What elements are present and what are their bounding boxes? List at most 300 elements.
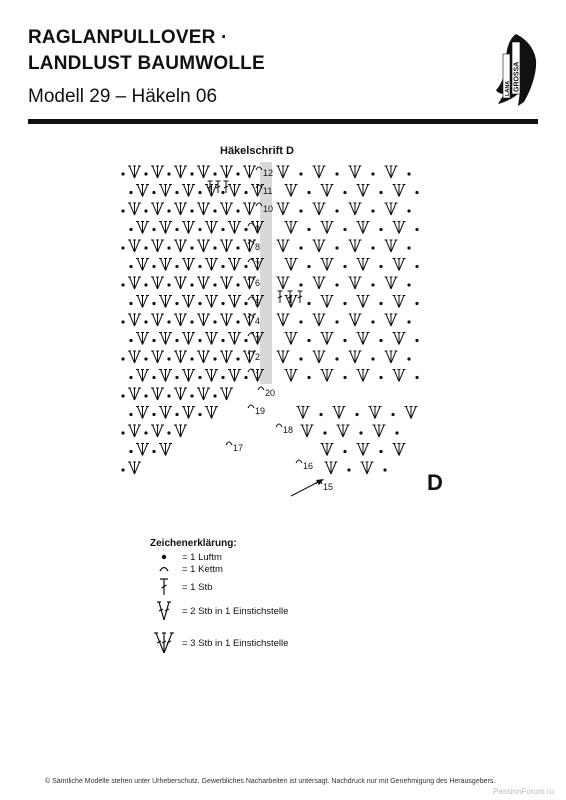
three-dc-same-stitch-icon <box>197 277 210 289</box>
chain-dot-icon <box>213 209 216 212</box>
chain-dot-icon <box>121 283 124 286</box>
three-dc-same-stitch-icon <box>393 259 406 271</box>
three-dc-same-stitch-icon <box>313 277 326 289</box>
three-dc-same-stitch-icon <box>393 185 406 197</box>
three-dc-same-stitch-icon <box>205 296 218 308</box>
chain-dot-icon <box>299 246 302 249</box>
chain-dot-icon <box>415 265 418 268</box>
chain-dot-icon <box>213 246 216 249</box>
three-dc-same-stitch-icon <box>369 407 382 419</box>
chain-dot-icon <box>175 265 178 268</box>
three-dc-same-stitch-icon <box>313 166 326 178</box>
three-dc-same-stitch-icon <box>197 314 210 326</box>
three-dc-same-stitch-icon <box>285 370 298 382</box>
chain-dot-icon <box>307 302 310 305</box>
slip-stitch-icon <box>276 424 282 427</box>
chain-dot-icon <box>343 191 346 194</box>
three-dc-same-stitch-icon <box>136 259 149 271</box>
chain-dot-icon <box>407 320 410 323</box>
chain-dot-icon <box>236 172 239 175</box>
chain-dot-icon <box>244 302 247 305</box>
header-rule <box>28 119 538 124</box>
chain-dot-icon <box>307 339 310 342</box>
chain-dot-icon <box>190 172 193 175</box>
chain-dot-icon <box>190 209 193 212</box>
three-dc-same-stitch-icon <box>205 370 218 382</box>
chain-dot-icon <box>379 302 382 305</box>
chain-dot-icon <box>190 394 193 397</box>
chain-dot-icon <box>144 357 147 360</box>
three-dc-same-stitch-icon <box>277 166 290 178</box>
three-dc-same-stitch-icon <box>285 296 298 308</box>
three-dc-same-stitch-icon <box>136 444 149 456</box>
three-dc-same-stitch-icon <box>385 240 398 252</box>
row-number: 10 <box>263 204 274 214</box>
row-number: 2 <box>255 352 261 362</box>
chain-dot-icon <box>129 450 132 453</box>
chain-dot-icon <box>190 357 193 360</box>
chain-dot-icon <box>121 394 124 397</box>
three-dc-same-stitch-icon <box>220 351 233 363</box>
chain-dot-icon <box>121 468 124 471</box>
three-dc-same-stitch-icon <box>393 333 406 345</box>
three-dc-same-stitch-icon <box>151 203 164 215</box>
row-number: 6 <box>255 278 261 288</box>
chain-dot-icon <box>144 246 147 249</box>
chain-dot-icon <box>152 191 155 194</box>
chain-dot-icon <box>144 394 147 397</box>
chain-dot-icon <box>299 320 302 323</box>
chain-dot-icon <box>379 265 382 268</box>
three-dc-same-stitch-icon <box>151 425 164 437</box>
chain-dot-icon <box>379 191 382 194</box>
row-number: 18 <box>283 425 294 435</box>
chain-dot-icon <box>335 320 338 323</box>
chain-dot-icon <box>236 246 239 249</box>
chain-dot-icon <box>213 172 216 175</box>
three-dc-same-stitch-icon <box>393 296 406 308</box>
three-dc-same-stitch-icon <box>128 388 141 400</box>
chain-dot-icon <box>371 283 374 286</box>
legend-item-label: = 2 Stb in 1 Einstichstelle <box>182 605 289 617</box>
three-dc-same-stitch-icon <box>159 407 172 419</box>
three-dc-same-stitch-icon <box>357 222 370 234</box>
row-number: 11 <box>263 186 273 196</box>
three-dc-same-stitch-icon <box>361 462 374 474</box>
row-number: 9 <box>255 224 261 234</box>
three-dc-same-stitch-icon <box>285 222 298 234</box>
three-dc-same-stitch-icon <box>174 388 187 400</box>
three-dc-same-stitch-icon <box>220 240 233 252</box>
legend-item-label: = 1 Stb <box>182 581 213 593</box>
slip-stitch-icon <box>226 442 232 445</box>
three-dc-same-stitch-icon <box>297 407 310 419</box>
three-dc-same-stitch-icon <box>285 185 298 197</box>
three-dc-same-stitch-icon <box>151 314 164 326</box>
three-dc-same-stitch-icon <box>182 370 195 382</box>
svg-text:GROSSA: GROSSA <box>513 61 521 92</box>
three-dc-same-stitch-icon <box>128 240 141 252</box>
three-dc-same-stitch-icon <box>151 277 164 289</box>
chain-dot-icon <box>198 376 201 379</box>
page-subtitle: Modell 29 – Häkeln 06 <box>28 86 218 107</box>
chain-dot-icon <box>144 283 147 286</box>
three-dc-same-stitch-icon <box>393 222 406 234</box>
chain-dot-icon <box>335 246 338 249</box>
three-dc-same-stitch-icon <box>228 333 241 345</box>
three-dc-same-stitch-icon <box>174 166 187 178</box>
legend-title: Zeichenerklärung: <box>150 538 237 549</box>
legend-item-two-dc <box>150 604 288 618</box>
three-dc-same-stitch-icon <box>159 296 172 308</box>
three-dc-same-stitch-icon <box>373 425 386 437</box>
legend-item-double-crochet <box>150 580 212 594</box>
three-dc-same-stitch-icon <box>357 444 370 456</box>
three-dc-same-stitch-icon <box>197 351 210 363</box>
three-dc-same-stitch-icon <box>228 259 241 271</box>
row-number: 8 <box>255 242 261 252</box>
three-dc-same-stitch-icon <box>349 314 362 326</box>
three-dc-same-stitch-icon <box>128 351 141 363</box>
three-dc-same-stitch-icon <box>220 388 233 400</box>
chain-dot-icon <box>395 431 398 434</box>
chain-dot-icon <box>379 376 382 379</box>
chain-dot-icon <box>175 413 178 416</box>
three-dc-same-stitch-icon <box>136 407 149 419</box>
chain-dot-icon <box>371 246 374 249</box>
chain-dot-icon <box>198 265 201 268</box>
three-dc-same-stitch-icon <box>277 314 290 326</box>
chain-dot-icon <box>407 246 410 249</box>
chain-dot-icon <box>307 191 310 194</box>
chain-dot-icon <box>335 209 338 212</box>
chain-dot-icon <box>190 320 193 323</box>
chain-dot-icon <box>198 228 201 231</box>
three-dc-same-stitch-icon <box>349 203 362 215</box>
chain-dot-icon <box>307 265 310 268</box>
row-number: 3 <box>255 334 261 344</box>
three-dc-same-stitch-icon <box>277 203 290 215</box>
three-dc-same-stitch-icon <box>128 462 141 474</box>
three-dc-same-stitch-icon <box>393 370 406 382</box>
three-dc-same-stitch-icon <box>393 444 406 456</box>
chain-dot-icon <box>221 191 224 194</box>
three-dc-same-stitch-icon <box>228 296 241 308</box>
chain-dot-icon <box>198 339 201 342</box>
page-title-line1: RAGLANPULLOVER · <box>28 27 228 48</box>
three-dc-same-stitch-icon <box>174 203 187 215</box>
chart-title: Häkelschrift D <box>220 145 294 157</box>
three-dc-same-stitch-icon <box>136 185 149 197</box>
row-number: 19 <box>255 406 266 416</box>
three-dc-same-stitch-icon <box>277 240 290 252</box>
three-dc-same-stitch-icon <box>385 351 398 363</box>
chain-dot-icon <box>335 357 338 360</box>
chain-dot-icon <box>307 228 310 231</box>
three-dc-same-stitch-icon <box>182 259 195 271</box>
three-dc-same-stitch-icon <box>277 351 290 363</box>
chain-dot-icon <box>213 283 216 286</box>
chain-dot-icon <box>359 431 362 434</box>
row-number: 1 <box>255 370 261 380</box>
three-dc-same-stitch-icon <box>333 407 346 419</box>
three-dc-same-stitch-icon <box>349 277 362 289</box>
three-dc-same-stitch-icon <box>197 240 210 252</box>
chain-dot-icon <box>167 172 170 175</box>
three-dc-same-stitch-icon <box>357 370 370 382</box>
chain-dot-icon <box>415 302 418 305</box>
three-dc-same-stitch-icon <box>228 185 241 197</box>
three-dc-same-stitch-icon <box>205 259 218 271</box>
chain-dot-icon <box>175 339 178 342</box>
chain-dot-icon <box>144 320 147 323</box>
three-dc-same-stitch-icon <box>357 296 370 308</box>
three-dc-same-stitch-icon <box>385 314 398 326</box>
chain-dot-icon <box>371 172 374 175</box>
three-dc-same-stitch-icon <box>174 425 187 437</box>
three-dc-same-stitch-icon <box>228 370 241 382</box>
three-dc-same-stitch-icon <box>205 407 218 419</box>
three-dc-same-stitch-icon <box>151 166 164 178</box>
chain-dot-icon <box>175 302 178 305</box>
three-dc-same-stitch-icon <box>220 314 233 326</box>
three-dc-same-stitch-icon <box>228 222 241 234</box>
three-dc-same-stitch-icon <box>357 259 370 271</box>
chain-dot-icon <box>175 228 178 231</box>
row-number: 7 <box>255 260 261 270</box>
slip-stitch-icon <box>258 387 264 390</box>
page-title-line2: LANDLUST BAUMWOLLE <box>28 53 265 74</box>
chain-dot-icon <box>129 302 132 305</box>
chain-dot-icon <box>299 172 302 175</box>
three-dc-same-stitch-icon <box>197 203 210 215</box>
chain-dot-icon <box>415 339 418 342</box>
chain-dot-icon <box>244 265 247 268</box>
chain-dot-icon <box>371 209 374 212</box>
three-dc-same-stitch-icon <box>220 203 233 215</box>
three-dc-same-stitch-icon <box>174 314 187 326</box>
two-dc-same-stitch-icon <box>155 600 173 622</box>
chain-dot-icon <box>221 265 224 268</box>
chain-dot-icon <box>371 320 374 323</box>
three-dc-same-stitch-icon <box>136 222 149 234</box>
chain-dot-icon <box>236 209 239 212</box>
three-dc-same-stitch-icon <box>182 222 195 234</box>
chain-dot-icon <box>121 320 124 323</box>
three-dc-same-stitch-icon <box>220 166 233 178</box>
chain-dot-icon <box>190 283 193 286</box>
three-dc-same-stitch-icon <box>385 277 398 289</box>
chain-dot-icon <box>335 283 338 286</box>
chain-dot-icon <box>371 357 374 360</box>
three-dc-same-stitch-icon <box>349 240 362 252</box>
three-dc-same-stitch-icon <box>405 407 418 419</box>
three-dc-same-stitch-icon <box>243 166 256 178</box>
three-dc-same-stitch-icon <box>349 351 362 363</box>
three-dc-same-stitch-icon <box>321 296 334 308</box>
three-dc-same-stitch-icon <box>128 166 141 178</box>
chain-dot-icon <box>190 246 193 249</box>
three-dc-same-stitch-icon <box>159 222 172 234</box>
chain-dot-icon <box>144 209 147 212</box>
three-dc-same-stitch-icon <box>159 259 172 271</box>
chain-dot-icon <box>167 246 170 249</box>
chain-dot-icon <box>121 246 124 249</box>
chain-dot-icon <box>221 376 224 379</box>
three-dc-same-stitch-icon <box>151 351 164 363</box>
row-number: 20 <box>265 388 276 398</box>
three-dc-same-stitch-icon <box>182 296 195 308</box>
slip-stitch-icon <box>158 563 170 575</box>
three-dc-same-stitch-icon <box>197 166 210 178</box>
chain-dot-icon <box>343 302 346 305</box>
three-dc-same-stitch-icon <box>136 333 149 345</box>
chain-dot-icon <box>213 357 216 360</box>
chain-dot-icon <box>152 450 155 453</box>
chain-dot-icon <box>121 172 124 175</box>
chain-dot-icon <box>152 228 155 231</box>
legend-item-label: = 1 Luftm <box>182 551 222 563</box>
three-dc-same-stitch-icon <box>385 203 398 215</box>
three-dc-same-stitch-icon <box>357 185 370 197</box>
three-dc-same-stitch-icon <box>197 388 210 400</box>
three-dc-same-stitch-icon <box>243 203 256 215</box>
chain-dot-icon <box>221 339 224 342</box>
three-dc-same-stitch-icon <box>321 444 334 456</box>
chain-dot-icon <box>167 394 170 397</box>
row-number: 15 <box>323 482 334 492</box>
three-dc-same-stitch-icon <box>136 296 149 308</box>
chain-dot-icon <box>244 228 247 231</box>
double-crochet-icon <box>157 577 171 597</box>
three-dc-same-stitch-icon <box>182 185 195 197</box>
three-dc-same-stitch-icon <box>313 314 326 326</box>
chain-dot-icon <box>221 228 224 231</box>
chain-dot-icon <box>198 191 201 194</box>
chain-dot-icon <box>129 339 132 342</box>
chain-dot-icon <box>175 376 178 379</box>
chain-dot-icon <box>244 191 247 194</box>
chain-dot-icon <box>379 450 382 453</box>
three-dc-same-stitch-icon <box>174 240 187 252</box>
chain-dot-icon <box>152 413 155 416</box>
legend-item-label: = 3 Stb in 1 Einstichstelle <box>182 637 289 649</box>
chart-marker-letter: D <box>427 470 443 495</box>
chain-dot-icon <box>121 357 124 360</box>
three-dc-same-stitch-icon <box>321 333 334 345</box>
three-dc-same-stitch-icon <box>321 259 334 271</box>
three-dc-same-stitch-icon <box>128 425 141 437</box>
chain-dot-icon <box>121 431 124 434</box>
row-number: 5 <box>255 298 261 308</box>
chain-dot-icon <box>167 431 170 434</box>
chain-dot-icon <box>152 265 155 268</box>
chain-dot-icon <box>175 191 178 194</box>
three-dc-same-stitch-icon <box>159 333 172 345</box>
chain-dot-icon <box>198 302 201 305</box>
three-dc-same-stitch-icon <box>325 462 338 474</box>
chain-dot-icon <box>144 431 147 434</box>
chain-dot-icon <box>343 228 346 231</box>
three-dc-same-stitch-icon <box>321 370 334 382</box>
three-dc-same-stitch-icon <box>128 203 141 215</box>
chain-dot-icon <box>213 394 216 397</box>
chain-dot-icon <box>236 357 239 360</box>
brand-logo <box>494 32 538 108</box>
chain-dot-icon <box>379 228 382 231</box>
chain-dot-icon <box>236 283 239 286</box>
chain-dot-icon <box>129 376 132 379</box>
chain-dot-icon <box>343 376 346 379</box>
three-dc-same-stitch-icon <box>151 388 164 400</box>
chain-dot-icon <box>236 320 239 323</box>
double-crochet-icon <box>216 181 221 193</box>
chain-dot-icon <box>407 209 410 212</box>
three-dc-same-stitch-icon <box>151 240 164 252</box>
three-dc-same-stitch-icon <box>159 444 172 456</box>
three-dc-same-stitch-icon <box>321 185 334 197</box>
chain-dot-icon <box>167 320 170 323</box>
chain-dot-icon <box>152 302 155 305</box>
three-dc-same-stitch-icon <box>349 166 362 178</box>
three-dc-same-stitch-icon <box>285 259 298 271</box>
three-dc-same-stitch-icon <box>128 314 141 326</box>
three-dc-same-stitch-icon <box>285 333 298 345</box>
chain-dot-icon <box>415 228 418 231</box>
chain-dot-icon <box>323 431 326 434</box>
chain-dot-icon <box>198 413 201 416</box>
chain-dot-icon <box>383 468 386 471</box>
chain-dot-icon <box>355 413 358 416</box>
three-dc-same-stitch-icon <box>277 277 290 289</box>
three-dc-same-stitch-icon <box>205 333 218 345</box>
three-dc-same-stitch-icon <box>301 425 314 437</box>
three-dc-same-stitch-icon <box>321 222 334 234</box>
three-dc-same-stitch-icon <box>182 333 195 345</box>
three-dc-same-stitch-icon <box>313 351 326 363</box>
chain-dot-icon <box>299 357 302 360</box>
chain-dot-icon <box>343 265 346 268</box>
chain-dot-icon <box>167 283 170 286</box>
chain-dot-icon <box>335 172 338 175</box>
chain-dot-icon <box>391 413 394 416</box>
chain-dot-icon <box>407 283 410 286</box>
three-dc-same-stitch-icon <box>128 277 141 289</box>
slip-stitch-icon <box>248 405 254 408</box>
chain-dot-icon <box>343 339 346 342</box>
chain-dot-icon <box>347 468 350 471</box>
double-crochet-icon <box>298 291 303 303</box>
row-number: 17 <box>233 443 244 453</box>
three-dc-same-stitch-icon <box>313 203 326 215</box>
three-dc-same-stitch-icon <box>385 166 398 178</box>
legend-item-slip-stitch <box>150 562 223 576</box>
chain-dot-icon <box>144 172 147 175</box>
chain-dot-icon <box>152 376 155 379</box>
chain-dot-icon <box>129 413 132 416</box>
row-start-arrow <box>291 480 322 496</box>
chain-dot-icon <box>319 413 322 416</box>
crochet-chart <box>115 160 455 505</box>
three-dc-same-stitch-icon <box>153 631 175 655</box>
chain-dot-icon <box>244 339 247 342</box>
chain-dot-icon <box>129 265 132 268</box>
chain-dot-icon <box>299 209 302 212</box>
chain-dot-icon <box>415 191 418 194</box>
chain-dot-icon <box>152 339 155 342</box>
three-dc-same-stitch-icon <box>174 351 187 363</box>
three-dc-same-stitch-icon <box>313 240 326 252</box>
